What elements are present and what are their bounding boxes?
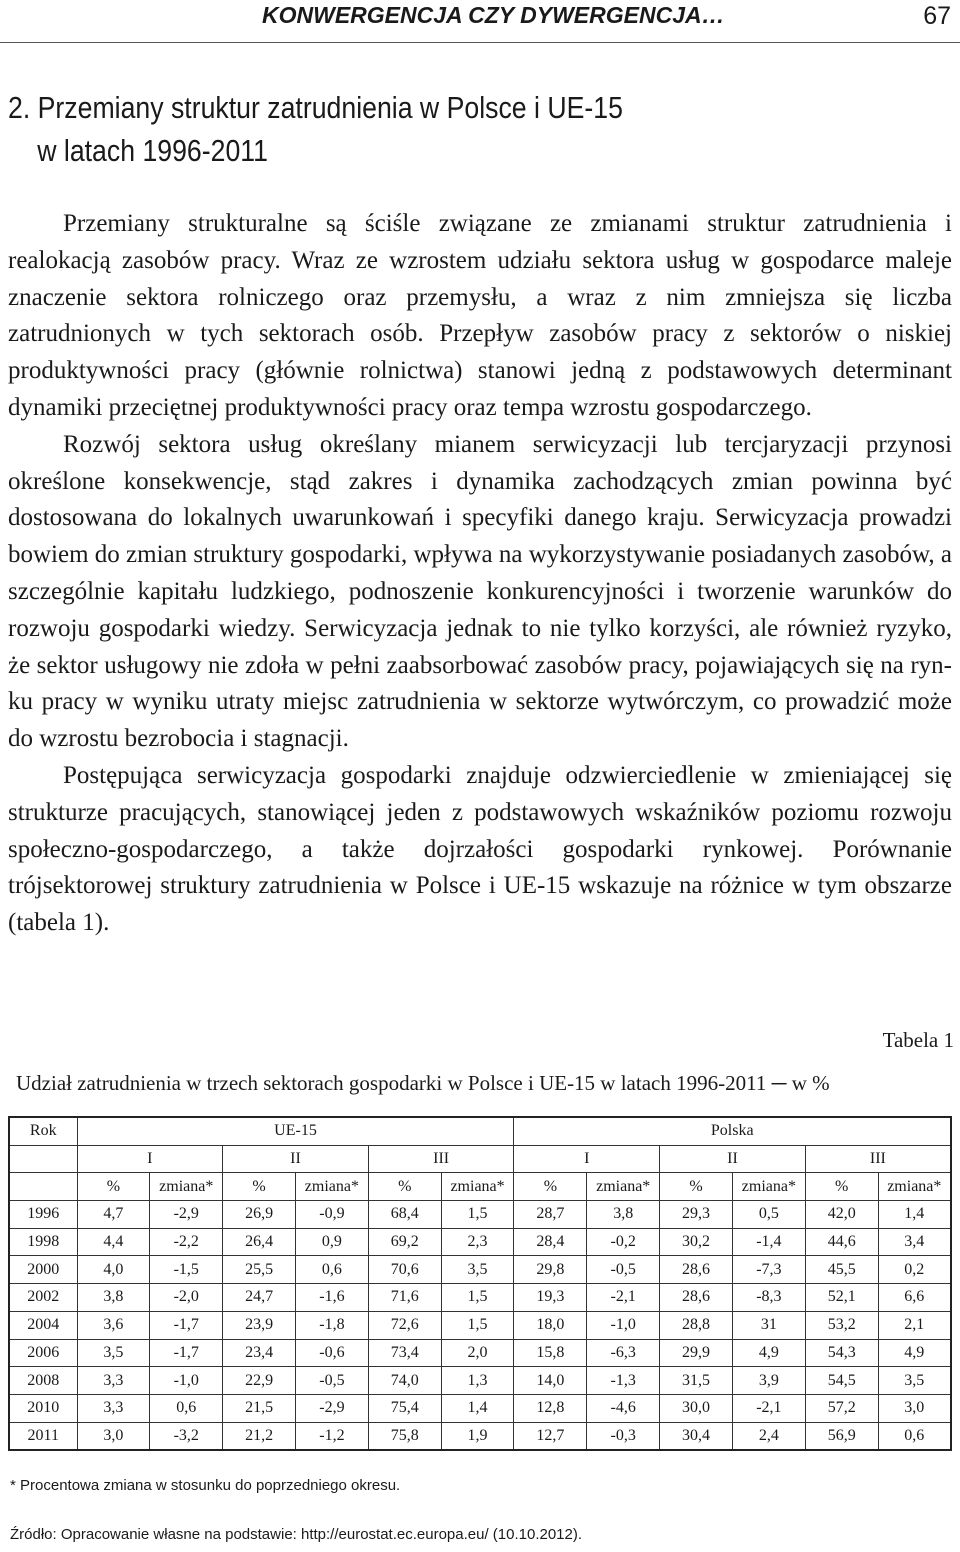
value-cell: 3,5 bbox=[77, 1339, 150, 1367]
empty-cell bbox=[9, 1173, 77, 1201]
value-cell: 44,6 bbox=[805, 1228, 878, 1256]
value-cell: -1,7 bbox=[150, 1339, 223, 1367]
value-cell: 56,9 bbox=[805, 1422, 878, 1450]
region-header-polska: Polska bbox=[514, 1117, 951, 1145]
value-cell: 18,0 bbox=[514, 1311, 587, 1339]
table-footnote: * Procentowa zmiana w stosunku do poprzedniego okresu. bbox=[10, 1477, 401, 1494]
running-title: KONWERGENCJA CZY DYWERGENCJA… bbox=[262, 2, 725, 28]
value-cell: 1,9 bbox=[441, 1422, 514, 1450]
year-cell: 2002 bbox=[9, 1284, 77, 1312]
table-row bbox=[9, 1367, 951, 1395]
value-cell: 12,8 bbox=[514, 1394, 587, 1422]
value-cell: 45,5 bbox=[805, 1256, 878, 1284]
subheader-cell: zmiana* bbox=[441, 1173, 514, 1201]
subheader-cell: % bbox=[77, 1173, 150, 1201]
value-cell: 30,0 bbox=[660, 1394, 733, 1422]
value-cell: 75,4 bbox=[368, 1394, 441, 1422]
value-cell: -0,3 bbox=[587, 1422, 660, 1450]
value-cell: 0,2 bbox=[878, 1256, 951, 1284]
value-cell: 19,3 bbox=[514, 1284, 587, 1312]
value-cell: 31,5 bbox=[660, 1367, 733, 1395]
value-cell: -2,0 bbox=[150, 1284, 223, 1312]
table-row bbox=[9, 1311, 951, 1339]
value-cell: 21,5 bbox=[223, 1394, 296, 1422]
value-cell: 4,4 bbox=[77, 1228, 150, 1256]
value-cell: 28,6 bbox=[660, 1284, 733, 1312]
year-cell: 1996 bbox=[9, 1201, 77, 1229]
value-cell: 2,4 bbox=[732, 1422, 805, 1450]
value-cell: 3,8 bbox=[587, 1201, 660, 1229]
value-cell: -1,4 bbox=[732, 1228, 805, 1256]
value-cell: -6,3 bbox=[587, 1339, 660, 1367]
value-cell: -2,1 bbox=[587, 1284, 660, 1312]
value-cell: -2,2 bbox=[150, 1228, 223, 1256]
value-cell: 25,5 bbox=[223, 1256, 296, 1284]
value-cell: 15,8 bbox=[514, 1339, 587, 1367]
value-cell: -1,0 bbox=[150, 1367, 223, 1395]
value-cell: 3,4 bbox=[878, 1228, 951, 1256]
value-cell: 4,0 bbox=[77, 1256, 150, 1284]
running-header bbox=[0, 0, 960, 43]
subheader-cell: zmiana* bbox=[150, 1173, 223, 1201]
value-cell: 73,4 bbox=[368, 1339, 441, 1367]
value-cell: -0,6 bbox=[295, 1339, 368, 1367]
section-heading-line-2: w latach 1996-2011 bbox=[37, 133, 268, 168]
paragraph: Postępująca serwicyzacja gospodarki znajduje odzwierciedlenie w zmieniającej się strukturze pracujących, stanowiącej jeden z podstawowych wskaźników poziomu rozwoju społeczno-gospodarczego, a także dojrzałości gospodarki rynkowej. Porównanie trójsektorowej struktury zatrudnienia w Polsce i UE-15 wskazuje na różnice w tym obszarze (tabela 1). bbox=[8, 761, 952, 937]
subheader-cell: zmiana* bbox=[878, 1173, 951, 1201]
value-cell: 3,3 bbox=[77, 1367, 150, 1395]
subheader-cell: zmiana* bbox=[587, 1173, 660, 1201]
table-row bbox=[9, 1228, 951, 1256]
sector-header: II bbox=[223, 1145, 369, 1173]
paragraph: Rozwój sektora usług określany mianem serwicyzacji lub tercjaryzacji przynosi określone konsekwencje, stąd zakres i dynamika zachodzących zmian powinna być dostosowana do lokalnych uwarunkowań i specyfiki danego kraju. Serwicyzacja prowadzi bowiem do zmian struktury gospodarki, wpływa na wykorzystywanie posiadanych zasobów, a szczególnie kapitału ludzkiego, podnoszenie konkurencyjności i tworzenie warunków do rozwoju gospodarki wiedzy. Serwicyzacja jednak to nie tylko korzyści, ale również ryzyko, że sektor usługowy nie zdoła w pełni zaabsorbować zasobów pracy, pojawiających się na rynku pracy w wyniku utraty miejsc zatrudnienia w sektorze wytwórczym, co prowadzić może do wzrostu bezrobocia i stagnacji. bbox=[8, 430, 952, 753]
table-header-row bbox=[9, 1117, 951, 1145]
table-caption: Udział zatrudnienia w trzech sektorach gospodarki w Polsce i UE-15 w latach 1996-2011 ─ w % bbox=[16, 1071, 830, 1095]
value-cell: 3,3 bbox=[77, 1394, 150, 1422]
value-cell: 4,9 bbox=[878, 1339, 951, 1367]
value-cell: 1,3 bbox=[441, 1367, 514, 1395]
subheader-cell: % bbox=[660, 1173, 733, 1201]
value-cell: 3,0 bbox=[77, 1422, 150, 1450]
value-cell: 30,4 bbox=[660, 1422, 733, 1450]
value-cell: -1,0 bbox=[587, 1311, 660, 1339]
value-cell: 4,9 bbox=[732, 1339, 805, 1367]
value-cell: 69,2 bbox=[368, 1228, 441, 1256]
value-cell: 0,6 bbox=[295, 1256, 368, 1284]
table-subheader-row bbox=[9, 1173, 951, 1201]
value-cell: 1,4 bbox=[441, 1394, 514, 1422]
section-heading-line-1: 2. Przemiany struktur zatrudnienia w Polsce i UE-15 bbox=[8, 90, 623, 125]
year-cell: 2000 bbox=[9, 1256, 77, 1284]
value-cell: -2,1 bbox=[732, 1394, 805, 1422]
value-cell: 4,7 bbox=[77, 1201, 150, 1229]
value-cell: 2,3 bbox=[441, 1228, 514, 1256]
region-header-ue15: UE-15 bbox=[77, 1117, 514, 1145]
value-cell: 3,8 bbox=[77, 1284, 150, 1312]
year-cell: 2006 bbox=[9, 1339, 77, 1367]
table-row bbox=[9, 1284, 951, 1312]
value-cell: 6,6 bbox=[878, 1284, 951, 1312]
value-cell: -1,5 bbox=[150, 1256, 223, 1284]
table-row bbox=[9, 1201, 951, 1229]
sector-header: I bbox=[514, 1145, 660, 1173]
table-sector-row bbox=[9, 1145, 951, 1173]
subheader-cell: zmiana* bbox=[732, 1173, 805, 1201]
value-cell: 70,6 bbox=[368, 1256, 441, 1284]
value-cell: -0,9 bbox=[295, 1201, 368, 1229]
subheader-cell: % bbox=[805, 1173, 878, 1201]
subheader-cell: zmiana* bbox=[295, 1173, 368, 1201]
value-cell: 2,0 bbox=[441, 1339, 514, 1367]
value-cell: 0,5 bbox=[732, 1201, 805, 1229]
value-cell: 74,0 bbox=[368, 1367, 441, 1395]
value-cell: 71,6 bbox=[368, 1284, 441, 1312]
value-cell: 26,4 bbox=[223, 1228, 296, 1256]
value-cell: 3,5 bbox=[441, 1256, 514, 1284]
value-cell: 29,8 bbox=[514, 1256, 587, 1284]
table-row bbox=[9, 1394, 951, 1422]
table-row bbox=[9, 1339, 951, 1367]
value-cell: 1,4 bbox=[878, 1201, 951, 1229]
paragraph: Przemiany strukturalne są ściśle związane ze zmianami struktur zatrudnienia i realokacją zasobów pracy. Wraz ze wzrostem udziału sektora usług w gospodarce maleje znaczenie sektora rolniczego oraz przemysłu, a wraz z nim zmniejsza się liczba zatrudnionych w tych sektorach osób. Przepływ zasobów pracy z sektorów o niskiej produktywności pracy (głównie rolnictwa) stanowi jedną z podstawowych determinant dynamiki przeciętnej produktywności pracy oraz tempa wzrostu gospodarczego. bbox=[8, 210, 952, 421]
body-text bbox=[8, 206, 952, 942]
value-cell: 1,5 bbox=[441, 1284, 514, 1312]
table-number: Tabela 1 bbox=[882, 1028, 954, 1052]
value-cell: -1,8 bbox=[295, 1311, 368, 1339]
value-cell: 23,9 bbox=[223, 1311, 296, 1339]
value-cell: 30,2 bbox=[660, 1228, 733, 1256]
value-cell: 54,3 bbox=[805, 1339, 878, 1367]
value-cell: -2,9 bbox=[295, 1394, 368, 1422]
value-cell: 0,9 bbox=[295, 1228, 368, 1256]
value-cell: 3,0 bbox=[878, 1394, 951, 1422]
rok-header: Rok bbox=[9, 1117, 77, 1145]
value-cell: 52,1 bbox=[805, 1284, 878, 1312]
sector-header: I bbox=[77, 1145, 223, 1173]
value-cell: 24,7 bbox=[223, 1284, 296, 1312]
sector-header: II bbox=[660, 1145, 806, 1173]
value-cell: 2,1 bbox=[878, 1311, 951, 1339]
value-cell: 14,0 bbox=[514, 1367, 587, 1395]
value-cell: -0,5 bbox=[587, 1256, 660, 1284]
year-cell: 2010 bbox=[9, 1394, 77, 1422]
value-cell: -1,6 bbox=[295, 1284, 368, 1312]
value-cell: 29,9 bbox=[660, 1339, 733, 1367]
table-source: Źródło: Opracowanie własne na podstawie: http://eurostat.ec.europa.eu/ (10.10.2012). bbox=[10, 1526, 583, 1543]
employment-table bbox=[8, 1116, 952, 1451]
subheader-cell: % bbox=[223, 1173, 296, 1201]
value-cell: -1,7 bbox=[150, 1311, 223, 1339]
year-cell: 1998 bbox=[9, 1228, 77, 1256]
table-row bbox=[9, 1256, 951, 1284]
table-row bbox=[9, 1422, 951, 1450]
sector-header: III bbox=[368, 1145, 514, 1173]
value-cell: 57,2 bbox=[805, 1394, 878, 1422]
value-cell: 3,9 bbox=[732, 1367, 805, 1395]
value-cell: 29,3 bbox=[660, 1201, 733, 1229]
value-cell: -1,3 bbox=[587, 1367, 660, 1395]
value-cell: 1,5 bbox=[441, 1311, 514, 1339]
value-cell: 3,5 bbox=[878, 1367, 951, 1395]
page-number: 67 bbox=[923, 2, 951, 30]
value-cell: 0,6 bbox=[878, 1422, 951, 1450]
sector-header: III bbox=[805, 1145, 951, 1173]
value-cell: 42,0 bbox=[805, 1201, 878, 1229]
value-cell: -2,9 bbox=[150, 1201, 223, 1229]
value-cell: 28,7 bbox=[514, 1201, 587, 1229]
empty-cell bbox=[9, 1145, 77, 1173]
value-cell: 72,6 bbox=[368, 1311, 441, 1339]
value-cell: 22,9 bbox=[223, 1367, 296, 1395]
section-heading bbox=[8, 86, 623, 172]
value-cell: 0,6 bbox=[150, 1394, 223, 1422]
value-cell: -1,2 bbox=[295, 1422, 368, 1450]
year-cell: 2004 bbox=[9, 1311, 77, 1339]
value-cell: 54,5 bbox=[805, 1367, 878, 1395]
subheader-cell: % bbox=[514, 1173, 587, 1201]
value-cell: 75,8 bbox=[368, 1422, 441, 1450]
value-cell: 1,5 bbox=[441, 1201, 514, 1229]
year-cell: 2008 bbox=[9, 1367, 77, 1395]
value-cell: 53,2 bbox=[805, 1311, 878, 1339]
value-cell: -4,6 bbox=[587, 1394, 660, 1422]
value-cell: 26,9 bbox=[223, 1201, 296, 1229]
value-cell: -7,3 bbox=[732, 1256, 805, 1284]
value-cell: 28,8 bbox=[660, 1311, 733, 1339]
value-cell: 28,6 bbox=[660, 1256, 733, 1284]
table-body bbox=[9, 1117, 951, 1450]
value-cell: 28,4 bbox=[514, 1228, 587, 1256]
value-cell: -8,3 bbox=[732, 1284, 805, 1312]
value-cell: -0,5 bbox=[295, 1367, 368, 1395]
value-cell: 31 bbox=[732, 1311, 805, 1339]
value-cell: 12,7 bbox=[514, 1422, 587, 1450]
value-cell: -0,2 bbox=[587, 1228, 660, 1256]
subheader-cell: % bbox=[368, 1173, 441, 1201]
value-cell: 23,4 bbox=[223, 1339, 296, 1367]
value-cell: 3,6 bbox=[77, 1311, 150, 1339]
value-cell: -3,2 bbox=[150, 1422, 223, 1450]
value-cell: 21,2 bbox=[223, 1422, 296, 1450]
year-cell: 2011 bbox=[9, 1422, 77, 1450]
value-cell: 68,4 bbox=[368, 1201, 441, 1229]
